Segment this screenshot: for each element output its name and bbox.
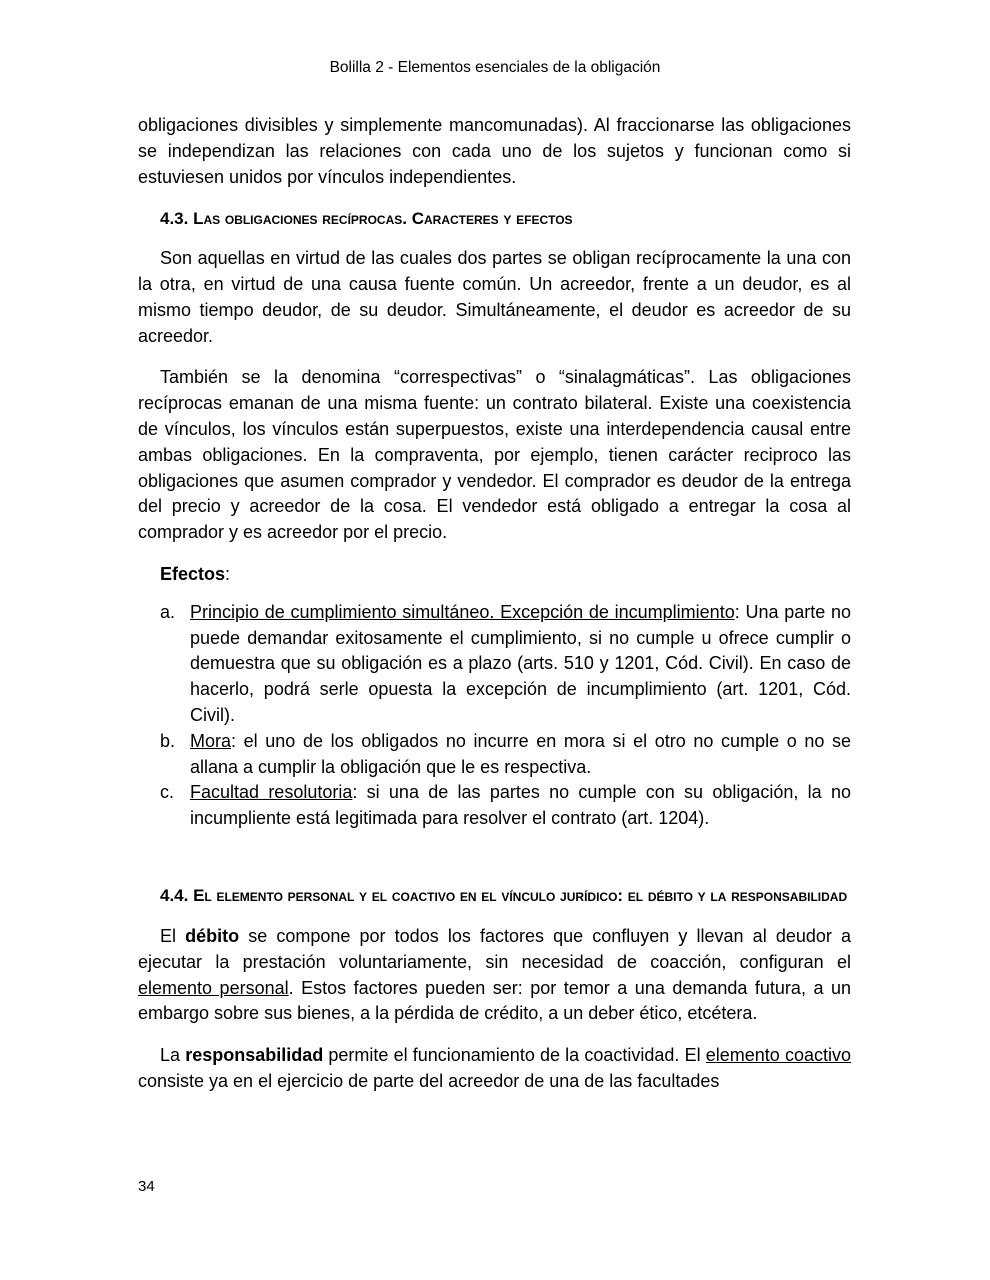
text-run: : el uno de los obligados no incurre en mora si el otro no cumple o no se allana a cumplir la obligación que le es respectiva. [190, 730, 851, 777]
list-item [138, 780, 851, 832]
text-run: se compone por todos los factores que confluyen y llevan al deudor a ejecutar la prestación voluntariamente, sin necesidad de coacción, configuran el [138, 925, 851, 972]
underlined-text: elemento personal [138, 977, 289, 998]
underlined-text: Principio de cumplimiento simultáneo. Excepción de incumplimiento [190, 601, 735, 622]
list-item [138, 729, 851, 781]
bold-text: Efectos [160, 563, 226, 584]
list-item [138, 600, 851, 729]
list-marker: b. [160, 730, 176, 751]
list-marker: a. [160, 601, 176, 622]
page-body [138, 113, 851, 1111]
effects-label [138, 562, 851, 588]
paragraph [138, 1043, 851, 1095]
text-run: La [160, 1045, 186, 1066]
list-item-text [190, 731, 851, 777]
list-item-text [190, 602, 851, 725]
text-run: El [160, 925, 186, 946]
text-run: : Una parte no puede demandar exitosamente el cumplimiento, si no cumple u ofrece cumplir o demuestra que su obligación es a plazo (arts. 510 y 1201, Cód. Civil). En caso de hacerlo, podrá serle opuesta la excepción de incumplimiento (art. 1201, Cód. Civil). [190, 601, 851, 725]
text-run: consiste ya en el ejercicio de parte del acreedor de una de las facultades [138, 1070, 720, 1091]
bold-text: responsabilidad [185, 1045, 324, 1066]
section-heading-4-4: 4.4. El elemento personal y el coactivo en el vínculo jurídico: el débito y la responsabilidad [160, 885, 848, 905]
text-run: Son aquellas en virtud de las cuales dos partes se obligan recíprocamente la una con la otra, en virtud de una causa fuente común. Un acreedor, frente a un deudor, es al mismo tiempo deudor, de su deudor. Simultáneamente, el deudor es acreedor de su acreedor. [138, 248, 851, 346]
text-run: . Estos factores pueden ser: por temor a una demanda futura, a un embargo sobre sus bienes, a la pérdida de crédito, a un deber ético, etcétera. [138, 977, 851, 1024]
bold-text: débito [185, 925, 240, 946]
page-number: 34 [138, 1178, 155, 1195]
list-marker: c. [160, 782, 175, 803]
text-run: obligaciones divisibles y simplemente mancomunadas). Al fraccionarse las obligaciones se independizan las relaciones con cada uno de los sujetos y funcionan como si estuviesen unidos por vínculos independientes. [138, 115, 851, 187]
underlined-text: elemento coactivo [705, 1045, 851, 1066]
effects-list [138, 600, 851, 832]
text-run: : si una de las partes no cumple con su obligación, la no incumpliente está legitimada para resolver el contrato (art. 1204). [190, 782, 851, 829]
text-run: permite el funcionamiento de la coactividad. El [323, 1045, 706, 1066]
paragraph [138, 365, 851, 546]
paragraph [138, 924, 851, 1027]
running-header: Bolilla 2 - Elementos esenciales de la obligación [329, 59, 661, 76]
underlined-text: Mora [190, 730, 232, 751]
underlined-text: Facultad resolutoria [190, 782, 353, 803]
section-heading-4-3: 4.3. Las obligaciones recíprocas. Caracteres y efectos [160, 209, 573, 229]
text-run: : [225, 563, 231, 584]
intro-paragraph [138, 113, 851, 190]
text-run: También se la denomina “correspectivas” o “sinalagmáticas”. Las obligaciones recíprocas emanan de una misma fuente: un contrato bilateral. Existe una coexistencia de vínculos, los vínculos están superpuestos, existe una interdependencia causal entre ambas obligaciones. En la compraventa, por ejemplo, tienen carácter reciproco las obligaciones que asumen comprador y vendedor. El comprador es deudor de la entrega del precio y acreedor de la cosa. El vendedor está obligado a entregar la cosa al comprador y es acreedor por el precio. [138, 367, 851, 543]
list-item-text [190, 782, 851, 828]
paragraph [138, 246, 851, 349]
